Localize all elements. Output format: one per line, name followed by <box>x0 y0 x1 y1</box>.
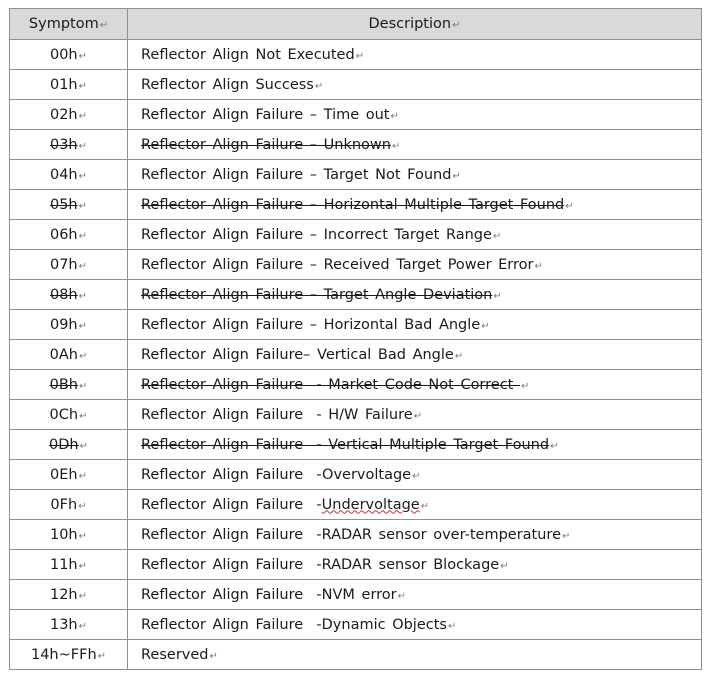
paragraph-mark: ↵ <box>412 470 421 482</box>
paragraph-mark: ↵ <box>550 440 559 452</box>
description-text: Reflector Align Failure – Horizontal Bad Angle <box>141 316 481 333</box>
paragraph-mark: ↵ <box>78 320 88 332</box>
description-text: Reflector Align Failure – Target Angle Deviation <box>141 286 493 303</box>
description-cell <box>128 160 702 190</box>
symptom-table <box>9 8 702 670</box>
paragraph-mark: ↵ <box>391 140 401 152</box>
symptom-code-cell <box>10 100 128 130</box>
symptom-code-cell <box>10 550 128 580</box>
symptom-code-cell <box>10 460 128 490</box>
table-row <box>10 130 702 160</box>
description-text: Reflector Align Failure – Target Not Found <box>141 166 452 183</box>
description-cell <box>128 460 702 490</box>
description-cell <box>128 220 702 250</box>
symptom-code-cell <box>10 430 128 460</box>
table-row <box>10 250 702 280</box>
paragraph-mark: ↵ <box>79 410 88 422</box>
paragraph-mark: ↵ <box>78 350 88 362</box>
description-cell <box>128 340 702 370</box>
paragraph-mark: ↵ <box>78 470 87 482</box>
table-row <box>10 340 702 370</box>
symptom-code: 0Dh <box>49 436 79 453</box>
table-row <box>10 460 702 490</box>
symptom-code: 0Bh <box>49 376 78 393</box>
symptom-code-cell <box>10 160 128 190</box>
paragraph-mark: ↵ <box>562 530 571 542</box>
paragraph-mark: ↵ <box>78 560 88 572</box>
symptom-code-cell <box>10 610 128 640</box>
paragraph-mark: ↵ <box>314 80 324 92</box>
paragraph-mark: ↵ <box>78 380 88 392</box>
paragraph-mark: ↵ <box>520 380 530 392</box>
description-text: Reflector Align Failure – Received Target Power Error <box>141 256 534 273</box>
symptom-code-cell <box>10 400 128 430</box>
paragraph-mark: ↵ <box>79 440 88 452</box>
paragraph-mark: ↵ <box>452 170 461 182</box>
symptom-code: 05h <box>49 196 78 213</box>
symptom-code-cell <box>10 520 128 550</box>
description-header: Description↵ <box>128 9 702 40</box>
description-cell <box>128 550 702 580</box>
description-text: Reflector Align Failure – Unknown <box>141 136 391 153</box>
symptom-code-cell <box>10 250 128 280</box>
table-row <box>10 550 702 580</box>
symptom-code: 00h <box>49 46 78 63</box>
paragraph-mark: ↵ <box>78 50 88 62</box>
paragraph-mark: ↵ <box>78 110 88 122</box>
description-text: Reflector Align Failure - H/W Failure <box>141 406 413 423</box>
table-row <box>10 430 702 460</box>
table-row <box>10 100 702 130</box>
table-row <box>10 490 702 520</box>
paragraph-mark: ↵ <box>390 110 399 122</box>
paragraph-mark: ↵ <box>500 560 509 572</box>
symptom-code: 0Ah <box>49 346 78 363</box>
table-row <box>10 520 702 550</box>
paragraph-mark: ↵ <box>355 50 365 62</box>
symptom-header: Symptom↵ <box>10 9 128 40</box>
description-cell <box>128 520 702 550</box>
symptom-code: 06h <box>49 226 78 243</box>
description-text: Reflector Align Failure – Incorrect Target Range <box>141 226 492 243</box>
symptom-code-cell <box>10 40 128 70</box>
paragraph-mark: ↵ <box>447 620 457 632</box>
description-text: Reflector Align Failure -Overvoltage <box>141 466 412 483</box>
description-text: Reflector Align Failure – Time out <box>141 106 390 123</box>
description-cell <box>128 400 702 430</box>
symptom-code: 08h <box>49 286 78 303</box>
paragraph-mark: ↵ <box>454 350 464 362</box>
symptom-code-cell <box>10 370 128 400</box>
symptom-code: 01h <box>49 76 78 93</box>
paragraph-mark: ↵ <box>493 290 502 302</box>
symptom-code: 13h <box>49 616 78 633</box>
paragraph-mark: ↵ <box>534 260 543 272</box>
table-row <box>10 640 702 670</box>
symptom-code: 0Eh <box>50 466 78 483</box>
description-text: Reflector Align Failure -RADAR sensor over-temperature <box>141 526 561 543</box>
symptom-code-cell <box>10 70 128 100</box>
description-text: Reflector Align Failure -Dynamic Objects <box>141 616 447 633</box>
description-cell <box>128 610 702 640</box>
symptom-code-cell <box>10 310 128 340</box>
description-cell <box>128 370 702 400</box>
symptom-code: 11h <box>49 556 78 573</box>
paragraph-mark: ↵ <box>78 140 88 152</box>
paragraph-mark: ↵ <box>565 200 574 212</box>
table-row <box>10 310 702 340</box>
paragraph-mark: ↵ <box>78 170 88 182</box>
description-text: Reflector Align Not Executed <box>141 46 355 63</box>
symptom-code-cell <box>10 490 128 520</box>
description-text: Reflector Align Failure - Vertical Multiple Target Found <box>141 436 550 453</box>
table-row <box>10 70 702 100</box>
table-row <box>10 220 702 250</box>
paragraph-mark: ↵ <box>209 650 218 662</box>
paragraph-mark: ↵ <box>78 260 88 272</box>
paragraph-mark: ↵ <box>97 650 107 662</box>
symptom-code: 0Fh <box>50 496 78 513</box>
description-cell <box>128 130 702 160</box>
paragraph-mark: ↵ <box>78 290 88 302</box>
description-text: Reflector Align Failure – Horizontal Multiple Target Found <box>141 196 565 213</box>
paragraph-mark: ↵ <box>78 200 88 212</box>
table-row <box>10 280 702 310</box>
description-cell <box>128 640 702 670</box>
paragraph-mark: ↵ <box>413 410 423 422</box>
symptom-code: 02h <box>49 106 78 123</box>
description-cell <box>128 490 702 520</box>
description-cell <box>128 190 702 220</box>
table-row <box>10 370 702 400</box>
description-cell <box>128 580 702 610</box>
description-text: Reflector Align Failure -NVM error <box>141 586 397 603</box>
symptom-code-cell <box>10 640 128 670</box>
paragraph-mark: ↵ <box>78 620 88 632</box>
paragraph-mark: ↵ <box>78 80 88 92</box>
symptom-code: 03h <box>49 136 78 153</box>
description-text: Reflector Align Failure– Vertical Bad Angle <box>141 346 454 363</box>
table-row <box>10 190 702 220</box>
symptom-code-cell <box>10 580 128 610</box>
description-cell <box>128 250 702 280</box>
paragraph-mark: ↵ <box>397 590 407 602</box>
paragraph-mark: ↵ <box>420 500 430 512</box>
symptom-code-cell <box>10 190 128 220</box>
symptom-code-cell <box>10 340 128 370</box>
description-text: Reflector Align Success <box>141 76 314 93</box>
description-text: Reflector Align Failure -Undervoltage <box>141 496 420 513</box>
paragraph-mark: ↵ <box>481 320 490 332</box>
symptom-code-cell <box>10 130 128 160</box>
symptom-code-cell <box>10 220 128 250</box>
table-row <box>10 40 702 70</box>
table-row <box>10 580 702 610</box>
symptom-code: 10h <box>49 526 78 543</box>
paragraph-mark: ↵ <box>78 530 88 542</box>
description-cell <box>128 430 702 460</box>
description-cell <box>128 40 702 70</box>
header-row <box>10 9 702 40</box>
symptom-code: 07h <box>49 256 78 273</box>
table-row <box>10 160 702 190</box>
description-cell <box>128 100 702 130</box>
symptom-code: 09h <box>49 316 78 333</box>
symptom-code-cell <box>10 280 128 310</box>
paragraph-mark: ↵ <box>78 590 88 602</box>
table-row <box>10 610 702 640</box>
description-text: Reflector Align Failure -RADAR sensor Blockage <box>141 556 500 573</box>
symptom-code: 14h~FFh <box>30 646 97 663</box>
description-cell <box>128 70 702 100</box>
symptom-code: 04h <box>49 166 78 183</box>
description-text: Reserved <box>141 646 209 663</box>
table-row <box>10 400 702 430</box>
description-cell <box>128 280 702 310</box>
description-text: Reflector Align Failure - Market Code Not Correct <box>141 376 520 393</box>
paragraph-mark: ↵ <box>78 230 88 242</box>
description-cell <box>128 310 702 340</box>
paragraph-mark: ↵ <box>492 230 502 242</box>
symptom-code: 0Ch <box>49 406 79 423</box>
paragraph-mark: ↵ <box>78 500 87 512</box>
symptom-code: 12h <box>49 586 78 603</box>
